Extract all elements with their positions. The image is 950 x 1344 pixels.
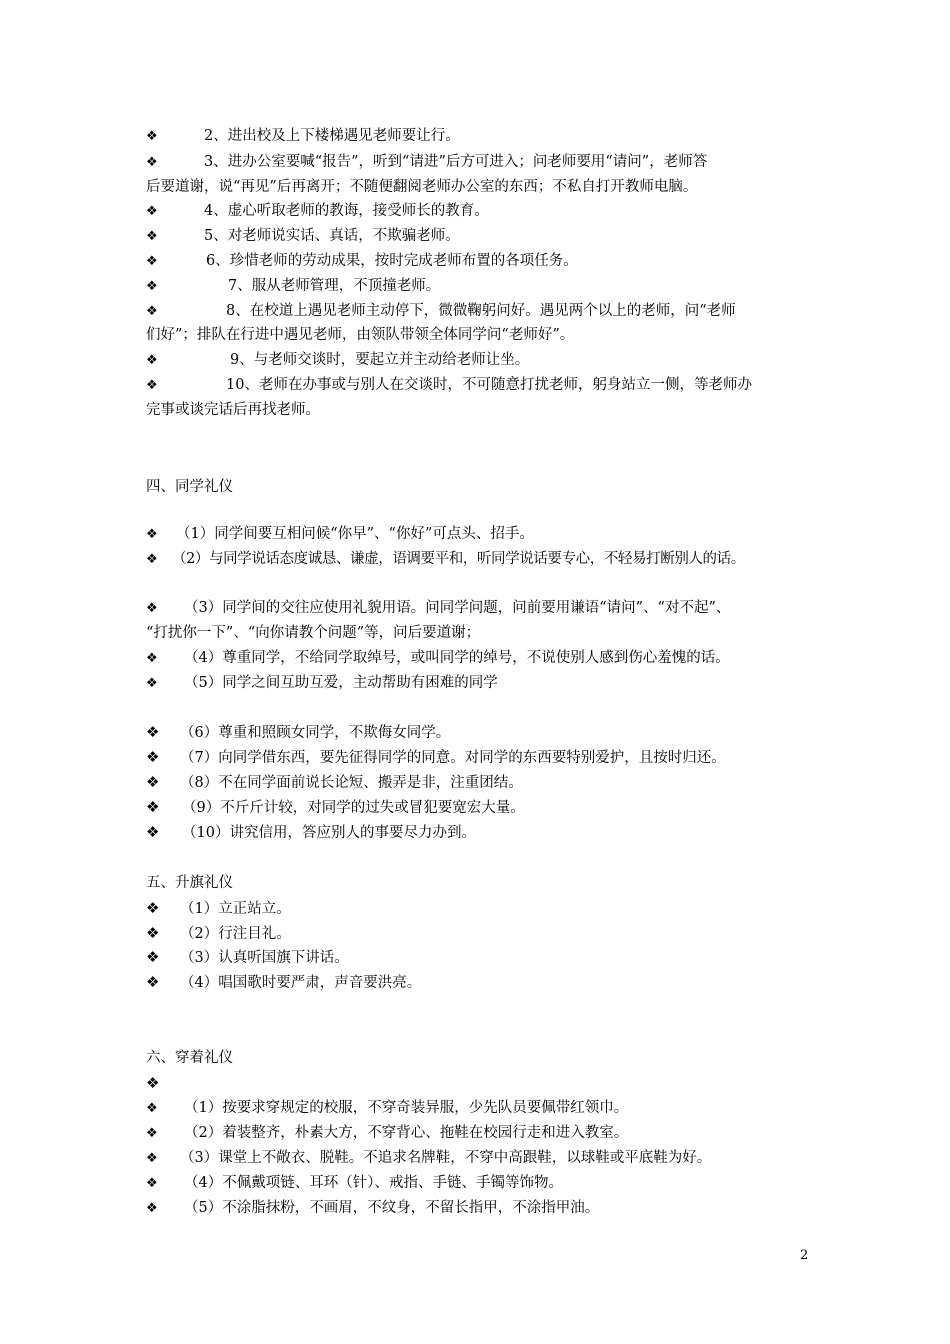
bullet-icon: ❖ bbox=[146, 204, 158, 219]
list-item: ❖ （1）立正站立。 bbox=[146, 899, 291, 917]
list-item: ❖ （9）不斤斤计较，对同学的过失或冒犯要宽宏大量。 bbox=[146, 798, 525, 816]
list-item: ❖ （1）按要求穿规定的校服，不穿奇装异服，少先队员要佩带红领巾。 bbox=[146, 1098, 826, 1119]
bullet-icon: ❖ bbox=[146, 304, 158, 319]
list-item: ❖ 7、服从老师管理，不顶撞老师。 bbox=[146, 276, 826, 297]
bullet-icon: ❖ bbox=[146, 527, 158, 542]
list-item bbox=[146, 1073, 826, 1094]
bullet-icon: ❖ bbox=[146, 676, 158, 691]
list-item: ❖ （6）尊重和照顾女同学，不欺侮女同学。 bbox=[146, 723, 451, 741]
list-item: ❖ 8、在校道上遇见老师主动停下，微微鞠躬问好。遇见两个以上的老师，问“老师 bbox=[146, 301, 826, 322]
list-item-continuation: 完事或谈完话后再找老师。 bbox=[146, 402, 320, 418]
section-title: 四、同学礼仪 bbox=[146, 479, 233, 495]
list-item: ❖ （10）讲究信用，答应别人的事要尽力办到。 bbox=[146, 823, 476, 841]
list-item: ❖ 2、进出校及上下楼梯遇见老师要让行。 bbox=[146, 126, 826, 147]
list-item: ❖ （2）着装整齐，朴素大方，不穿背心、拖鞋在校园行走和进入教室。 bbox=[146, 1123, 826, 1144]
bullet-icon: ❖ bbox=[146, 279, 158, 294]
list-item: ❖ （5）同学之间互助互爱，主动帮助有困难的同学 bbox=[146, 673, 826, 694]
bullet-icon: ❖ bbox=[146, 601, 158, 616]
bullet-icon: ❖ bbox=[146, 899, 160, 917]
bullet-icon: ❖ bbox=[146, 973, 160, 991]
list-item: ❖ 5、对老师说实话、真话，不欺骗老师。 bbox=[146, 226, 826, 247]
list-item: ❖ 10、老师在办事或与别人在交谈时，不可随意打扰老师，躬身站立一侧，等老师办 bbox=[146, 375, 826, 396]
list-item: ❖ 9、与老师交谈时，要起立并主动给老师让坐。 bbox=[146, 350, 826, 371]
list-item: ❖ 3、进办公室要喊“报告”，听到“请进”后方可进入；问老师要用“请问”，老师答 bbox=[146, 152, 826, 173]
list-item: ❖ （4）唱国歌时要严肃，声音要洪亮。 bbox=[146, 973, 422, 991]
list-item-continuation: 们好”；排队在行进中遇见老师，由领队带领全体同学问“老师好”。 bbox=[146, 327, 575, 343]
bullet-icon: ❖ bbox=[146, 129, 158, 144]
list-item: ❖ （2）与同学说话态度诚恳、谦虚，语调要平和，听同学说话要专心，不轻易打断别人的话。 bbox=[146, 549, 826, 570]
list-item: ❖ （8）不在同学面前说长论短、搬弄是非，注重团结。 bbox=[146, 773, 523, 791]
bullet-icon: ❖ bbox=[146, 773, 160, 791]
list-item: ❖ （5）不涂脂抹粉，不画眉，不纹身，不留长指甲，不涂指甲油。 bbox=[146, 1198, 826, 1219]
bullet-icon: ❖ bbox=[146, 353, 158, 368]
list-item: ❖ （3）课堂上不敞衣、脱鞋。不追求名牌鞋，不穿中高跟鞋，以球鞋或平底鞋为好。 bbox=[146, 1148, 826, 1169]
list-item-continuation: 后要道谢，说“再见”后再离开；不随便翻阅老师办公室的东西；不私自打开教师电脑。 bbox=[146, 179, 698, 195]
page-number: 2 bbox=[800, 1248, 809, 1263]
bullet-icon: ❖ bbox=[146, 823, 160, 841]
list-item: ❖ （2）行注目礼。 bbox=[146, 924, 291, 942]
bullet-icon: ❖ bbox=[146, 651, 158, 666]
bullet-icon: ❖ bbox=[146, 1151, 158, 1166]
list-item: ❖ （4）尊重同学，不给同学取绰号，或叫同学的绰号，不说使别人感到伤心羞愧的话。 bbox=[146, 648, 826, 669]
list-item: ❖ （1）同学间要互相问候“你早”、“你好”可点头、招手。 bbox=[146, 524, 826, 545]
list-item: ❖ 6、珍惜老师的劳动成果，按时完成老师布置的各项任务。 bbox=[146, 251, 826, 272]
list-item: ❖ （7）向同学借东西，要先征得同学的同意。对同学的东西要特别爱护，且按时归还。 bbox=[146, 748, 726, 766]
list-item: ❖ （3）认真听国旗下讲话。 bbox=[146, 948, 349, 966]
list-item: ❖ （3）同学间的交往应使用礼貌用语。问同学问题，问前要用谦语“请问”、“对不起”、 bbox=[146, 598, 826, 619]
bullet-icon: ❖ bbox=[146, 798, 160, 816]
list-item: ❖ 4、虚心听取老师的教诲，接受师长的教育。 bbox=[146, 201, 826, 222]
bullet-icon: ❖ bbox=[146, 1126, 158, 1141]
section-title: 五、升旗礼仪 bbox=[146, 875, 233, 891]
bullet-icon: ❖ bbox=[146, 1201, 158, 1216]
bullet-icon: ❖ bbox=[146, 155, 158, 170]
bullet-icon: ❖ bbox=[146, 378, 158, 393]
list-item: ❖ （4）不佩戴项链、耳环（针）、戒指、手链、手镯等饰物。 bbox=[146, 1173, 826, 1194]
bullet-icon: ❖ bbox=[146, 1176, 158, 1191]
bullet-icon: ❖ bbox=[146, 254, 158, 269]
bullet-icon: ❖ bbox=[146, 748, 160, 766]
list-item-continuation: “打扰你一下”、“向你请教个问题”等，问后要道谢； bbox=[146, 625, 481, 641]
bullet-icon: ❖ bbox=[146, 229, 158, 244]
section-title: 六、穿着礼仪 bbox=[146, 1050, 233, 1066]
bullet-icon: ❖ bbox=[146, 1101, 158, 1116]
bullet-icon: ❖ bbox=[146, 948, 160, 966]
bullet-icon: ❖ bbox=[146, 924, 160, 942]
bullet-icon: ❖ bbox=[146, 552, 158, 567]
bullet-icon: ❖ bbox=[146, 723, 160, 741]
bullet-icon: ❖ bbox=[146, 1074, 160, 1092]
